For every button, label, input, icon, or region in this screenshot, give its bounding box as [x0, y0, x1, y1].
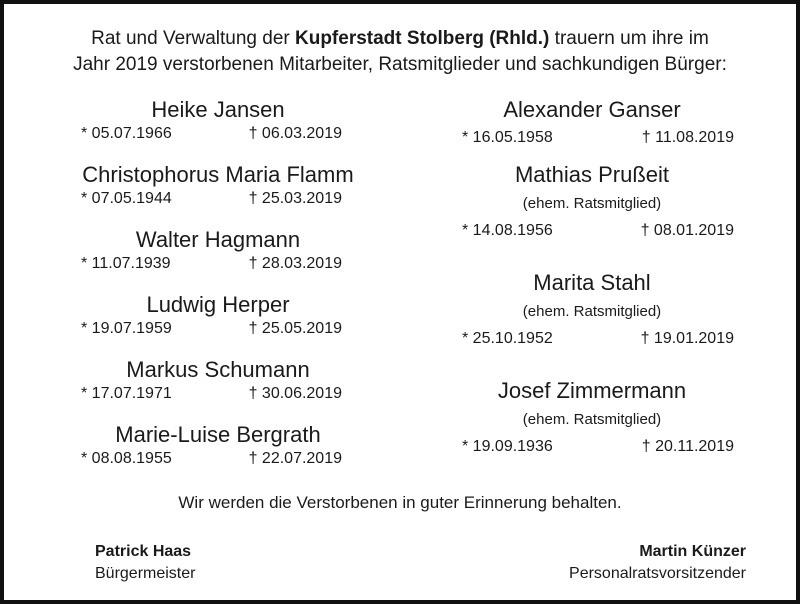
deceased-name: Marie-Luise Bergrath — [115, 422, 321, 447]
life-dates — [48, 449, 388, 469]
deceased-entry — [450, 377, 734, 485]
death-date: † 25.05.2019 — [248, 320, 342, 337]
birth-date: * 08.08.1955 — [81, 450, 172, 467]
signatory-name: Martin Künzer — [639, 543, 746, 560]
life-dates — [48, 124, 388, 144]
intro-text — [4, 26, 796, 78]
birth-date: * 19.07.1959 — [81, 320, 172, 337]
former-council-member-note: (ehem. Ratsmitglied) — [522, 411, 662, 428]
deceased-entry — [48, 226, 388, 291]
deceased-entry — [48, 356, 388, 421]
intro-line-1-post: trauern um ihre im — [549, 28, 709, 49]
life-dates — [450, 128, 734, 148]
death-date: † 28.03.2019 — [248, 255, 342, 272]
deceased-name: Christophorus Maria Flamm — [82, 162, 354, 187]
birth-date: * 11.07.1939 — [81, 255, 171, 272]
deceased-name: Josef Zimmermann — [497, 378, 687, 403]
death-date: † 11.08.2019 — [641, 129, 734, 146]
birth-date: * 14.08.1956 — [462, 222, 553, 239]
death-date: † 19.01.2019 — [640, 330, 734, 347]
life-dates — [450, 329, 734, 349]
signatory-title: Bürgermeister — [95, 565, 196, 582]
deceased-name: Markus Schumann — [126, 357, 310, 382]
deceased-name: Alexander Ganser — [503, 97, 681, 122]
deceased-name: Ludwig Herper — [146, 292, 290, 317]
death-date: † 30.06.2019 — [248, 385, 342, 402]
life-dates — [48, 384, 388, 404]
deceased-entry — [450, 269, 734, 377]
deceased-entry — [48, 421, 388, 486]
deceased-entry — [450, 161, 734, 269]
former-council-member-note: (ehem. Ratsmitglied) — [522, 303, 662, 320]
life-dates — [450, 221, 734, 241]
deceased-name: Heike Jansen — [151, 97, 285, 122]
birth-date: * 19.09.1936 — [462, 438, 553, 455]
death-date: † 25.03.2019 — [248, 190, 342, 207]
intro-line-2: Jahr 2019 verstorbenen Mitarbeiter, Ratsmitglieder und sachkundigen Bürger: — [73, 54, 727, 75]
birth-date: * 16.05.1958 — [462, 129, 553, 146]
deceased-entry — [48, 291, 388, 356]
death-date: † 06.03.2019 — [248, 125, 342, 142]
closing-statement: Wir werden die Verstorbenen in guter Erinnerung behalten. — [178, 493, 622, 512]
death-date: † 22.07.2019 — [248, 450, 342, 467]
birth-date: * 17.07.1971 — [81, 385, 172, 402]
life-dates — [48, 319, 388, 339]
death-date: † 08.01.2019 — [640, 222, 734, 239]
birth-date: * 25.10.1952 — [462, 330, 553, 347]
deceased-entry — [48, 161, 388, 226]
signatory-title: Personalratsvorsitzender — [569, 565, 746, 582]
life-dates — [48, 254, 388, 274]
deceased-entry — [48, 96, 388, 161]
life-dates — [450, 437, 734, 457]
deceased-name: Marita Stahl — [533, 270, 651, 295]
signatory-name: Patrick Haas — [95, 543, 192, 560]
intro-line-1-pre: Rat und Verwaltung der — [91, 28, 295, 49]
birth-date: * 05.07.1966 — [81, 125, 172, 142]
left-column — [48, 96, 388, 486]
deceased-name: Mathias Prußeit — [514, 162, 670, 187]
former-council-member-note: (ehem. Ratsmitglied) — [522, 195, 662, 212]
intro-line-1 — [4, 26, 796, 52]
intro-organization: Kupferstadt Stolberg (Rhld.) — [295, 28, 550, 49]
right-column — [450, 96, 734, 485]
signature-left — [95, 541, 195, 585]
death-date: † 20.11.2019 — [641, 438, 734, 455]
birth-date: * 07.05.1944 — [81, 190, 172, 207]
deceased-entry — [450, 96, 734, 161]
signature-right — [569, 541, 746, 585]
deceased-name: Walter Hagmann — [135, 227, 301, 252]
life-dates — [48, 189, 388, 209]
